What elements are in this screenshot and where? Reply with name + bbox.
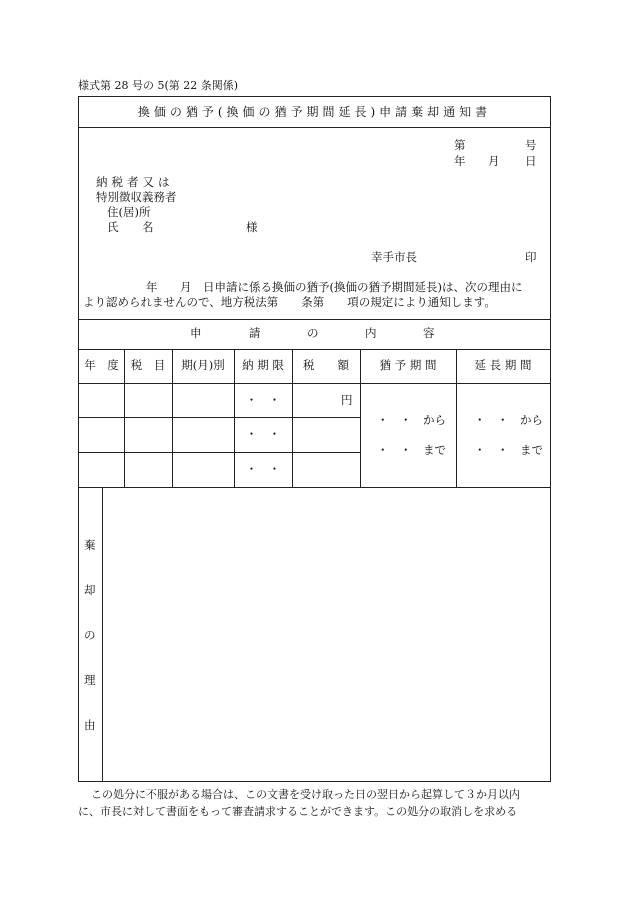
honorific-sama: 様 xyxy=(246,220,258,234)
rule-table-end xyxy=(79,487,550,488)
section-char-5: 容 xyxy=(423,326,435,340)
row1-due-date: ・ ・ xyxy=(245,393,281,407)
section-char-1: 申 xyxy=(190,326,202,340)
section-char-2: 請 xyxy=(249,326,261,340)
row3-due-date: ・ ・ xyxy=(245,462,281,476)
document-title: 換価の猶予(換価の猶予期間延長)申請棄却通知書 xyxy=(137,105,492,119)
col-header-due-date: 納 期 限 xyxy=(242,358,284,372)
body-year: 年 xyxy=(146,280,158,294)
reason-char-3: の xyxy=(84,628,96,642)
row2-due-date: ・ ・ xyxy=(245,427,281,441)
form-number: 様式第 28 号の 5(第 22 条関係) xyxy=(78,79,239,92)
rule-row2 xyxy=(79,452,361,453)
date-year: 年 xyxy=(454,154,466,168)
name-label-first: 氏 xyxy=(107,220,119,234)
special-collector-label: 特別徴収義務者 xyxy=(96,190,177,204)
reason-entry-area[interactable] xyxy=(104,489,548,779)
date-month: 月 xyxy=(488,154,500,168)
rule-row1 xyxy=(79,417,361,418)
reason-char-2: 却 xyxy=(84,583,96,597)
grace-from: ・ ・ から xyxy=(377,413,446,427)
reason-char-1: 棄 xyxy=(84,538,96,552)
reason-char-4: 理 xyxy=(84,673,96,687)
date-day: 日 xyxy=(525,154,537,168)
col-header-fiscal-year: 年 度 xyxy=(84,358,119,372)
footer-line-1: この処分に不服がある場合は、この文書を受け取った日の翌日から起算して３か月以内 xyxy=(91,788,520,801)
col-header-period: 期(月)別 xyxy=(181,358,225,372)
extension-from: ・ ・ から xyxy=(474,413,543,427)
col-header-tax-amount: 税 額 xyxy=(303,358,349,372)
reason-divider xyxy=(102,487,103,781)
reason-char-5: 由 xyxy=(84,718,96,732)
section-char-4: 内 xyxy=(365,326,377,340)
col-header-tax-item: 税 目 xyxy=(130,358,166,372)
rule-body xyxy=(79,319,550,320)
row1-amount-unit: 円 xyxy=(341,393,353,407)
name-label-second: 名 xyxy=(142,220,154,234)
seal-mark: 印 xyxy=(525,250,537,264)
taxpayer-label: 納税者又は xyxy=(96,175,174,189)
address-label: 住(居)所 xyxy=(107,205,151,219)
section-char-3: の xyxy=(307,326,319,340)
col-header-extension-period: 延 長 期 間 xyxy=(474,358,532,372)
rule-title xyxy=(79,127,550,128)
footer-line-2: に、市長に対して書面をもって審査請求することができます。この処分の取消しを求める xyxy=(78,805,518,818)
rule-header xyxy=(79,383,550,384)
doc-no-dai: 第 xyxy=(454,138,466,152)
grace-to: ・ ・ まで xyxy=(377,443,446,457)
rule-section xyxy=(79,349,550,350)
extension-to: ・ ・ まで xyxy=(474,443,543,457)
body-month: 月 xyxy=(180,280,192,294)
form-frame xyxy=(78,96,551,782)
col-header-grace-period: 猶 予 期 間 xyxy=(379,358,437,372)
issuer-name: 幸手市長 xyxy=(371,250,417,264)
body-line-2: より認められませんので、地方税法第 条第 項の規定により通知します。 xyxy=(83,295,496,309)
body-line-1: 日申請に係る換価の猶予(換価の猶予期間延長)は、次の理由に xyxy=(203,280,523,294)
doc-no-go: 号 xyxy=(525,138,537,152)
